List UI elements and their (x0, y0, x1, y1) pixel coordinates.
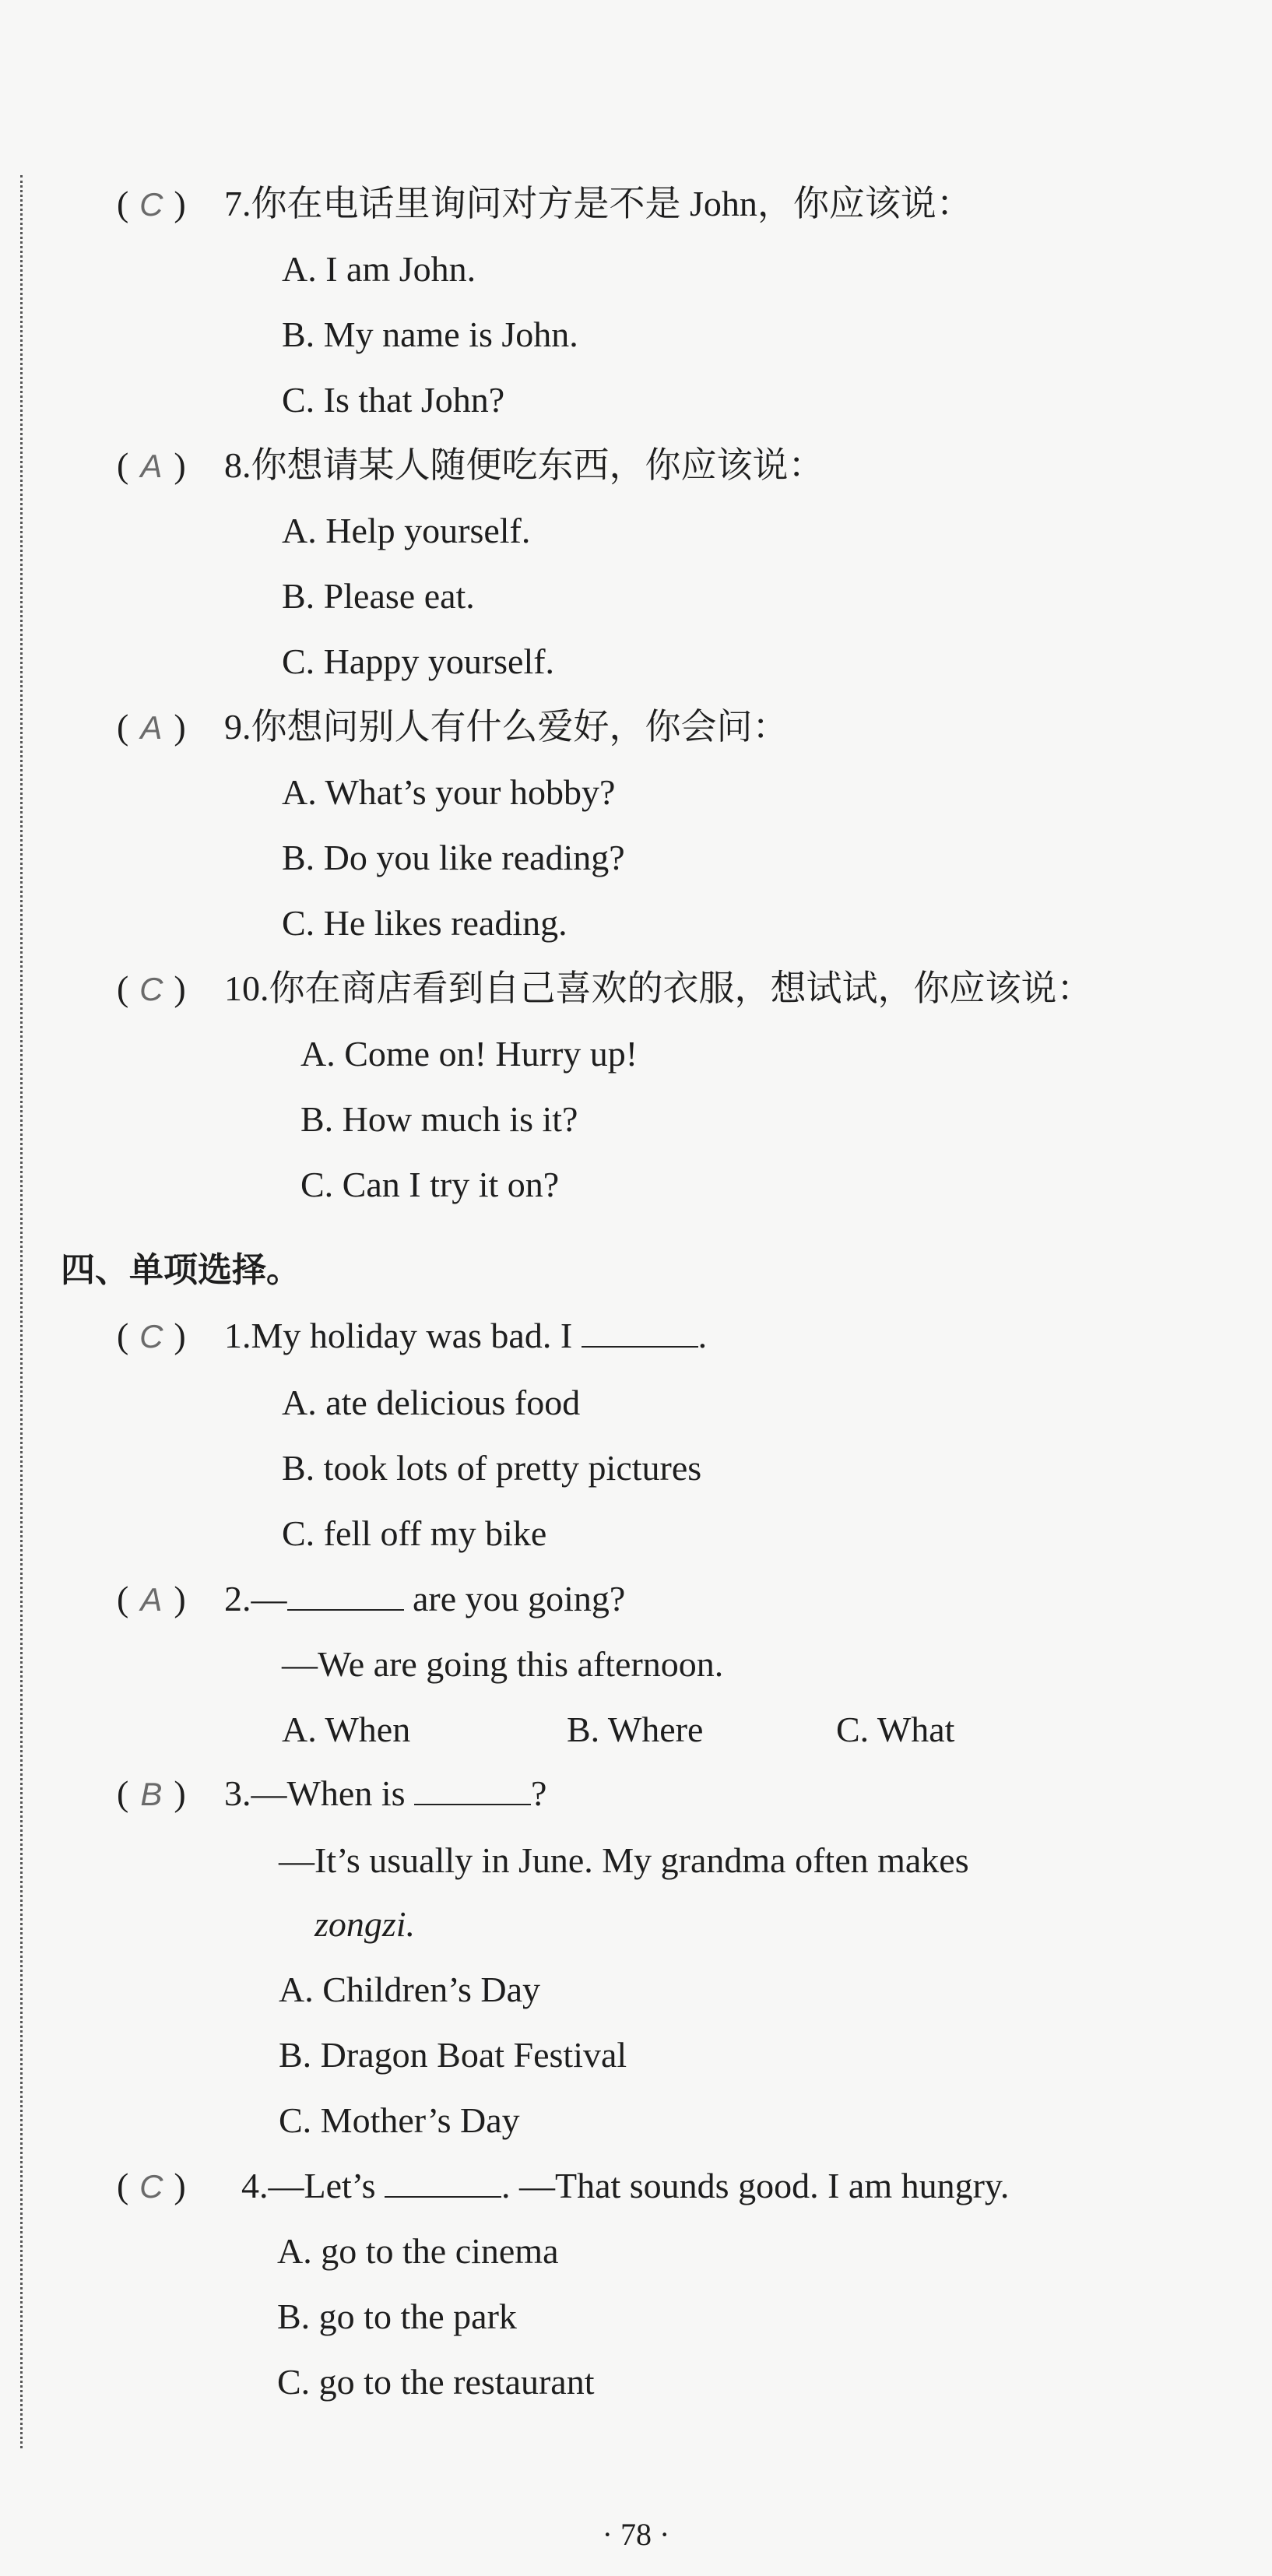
question-number: 3. (224, 1773, 251, 1813)
option-b: B. Dragon Boat Festival (279, 2035, 627, 2075)
option-a: A. go to the cinema (277, 2231, 559, 2271)
option-c: C. What (836, 1710, 955, 1749)
answer-blank (582, 1316, 698, 1348)
binding-margin-line (20, 175, 23, 2448)
prompt-before-blank: —Let’s (268, 2166, 376, 2205)
question-8: ( A ) 8.你想请某人随便吃东西，你应该说： (117, 441, 824, 490)
answer-blank (414, 1774, 531, 1805)
option-c: C. Mother’s Day (279, 2100, 520, 2140)
option-c: C. Is that John? (282, 380, 505, 420)
prompt-after-blank: . —That sounds good. I am hungry. (501, 2166, 1010, 2205)
answer-mark: C (139, 186, 163, 223)
answer-mark: A (140, 448, 163, 484)
question-9: ( A ) 9.你想问别人有什么爱好，你会问： (117, 702, 789, 752)
question-prompt: 你想请某人随便吃东西，你应该说： (251, 445, 824, 485)
prompt-after-blank: are you going? (413, 1579, 626, 1618)
option-b: B. Please eat. (282, 576, 475, 616)
option-a: A. ate delicious food (282, 1383, 581, 1422)
option-a: A. Help yourself. (282, 511, 531, 550)
page-number: · 78 · (602, 2517, 670, 2552)
question-3: ( B ) 3.—When is ? (117, 1769, 546, 1819)
reply-continuation: zongzi. (314, 1904, 416, 1944)
question-10: ( C ) 10.你在商店看到自己喜欢的衣服，想试试，你应该说： (117, 964, 1093, 1014)
question-number: 7. (224, 184, 251, 223)
option-b: B. How much is it? (300, 1099, 578, 1139)
prompt-before-blank: — (251, 1579, 287, 1618)
option-c: C. He likes reading. (282, 903, 567, 943)
section-title: 四、单项选择。 (61, 1250, 300, 1290)
option-b: B. took lots of pretty pictures (282, 1448, 702, 1488)
option-a: A. Children’s Day (279, 1970, 541, 2009)
reply-line: —It’s usually in June. My grandma often makes (279, 1840, 969, 1880)
question-number: 10. (224, 968, 269, 1008)
option-c: C. go to the restaurant (277, 2362, 595, 2402)
option-c: C. Can I try it on? (300, 1165, 560, 1204)
question-prompt: 你在电话里询问对方是不是 John，你应该说： (251, 184, 972, 223)
reply-line: —We are going this afternoon. (282, 1644, 724, 1684)
question-number: 9. (224, 707, 251, 747)
question-number: 8. (224, 445, 251, 485)
option-a: A. I am John. (282, 249, 476, 289)
question-2: ( A ) 2.— are you going? (117, 1574, 625, 1624)
option-b: B. go to the park (277, 2297, 517, 2336)
question-1: ( C ) 1.My holiday was bad. I . (117, 1311, 707, 1361)
prompt-after-blank: ? (531, 1773, 547, 1813)
question-number: 1. (224, 1316, 251, 1355)
answer-mark: C (139, 971, 163, 1007)
question-number: 2. (224, 1579, 251, 1618)
option-b: B. Where (567, 1710, 704, 1749)
option-b: B. My name is John. (282, 315, 578, 354)
answer-mark: C (139, 2168, 163, 2205)
question-prompt: 你在商店看到自己喜欢的衣服，想试试，你应该说： (269, 968, 1093, 1008)
question-7: ( C ) 7.你在电话里询问对方是不是 John，你应该说： (117, 179, 972, 229)
option-a: A. What’s your hobby? (282, 772, 616, 812)
question-number: 4. (241, 2166, 269, 2205)
question-4: ( C ) 4.—Let’s . —That sounds good. I am hungry. (117, 2161, 1009, 2211)
prompt-after-blank: . (697, 1316, 708, 1355)
answer-blank (287, 1580, 404, 1611)
question-prompt: 你想问别人有什么爱好，你会问： (251, 707, 789, 747)
option-a: A. Come on! Hurry up! (300, 1034, 638, 1074)
answer-mark: B (140, 1776, 163, 1812)
option-c: C. fell off my bike (282, 1513, 547, 1553)
answer-mark: A (140, 1581, 163, 1618)
answer-mark: A (140, 709, 163, 746)
option-b: B. Do you like reading? (282, 838, 625, 877)
prompt-before-blank: —When is (251, 1773, 406, 1813)
answer-mark: C (139, 1318, 163, 1355)
option-c: C. Happy yourself. (282, 641, 555, 681)
answer-blank (385, 2167, 501, 2198)
option-a: A. When (282, 1710, 411, 1749)
prompt-before-blank: My holiday was bad. I (251, 1316, 573, 1355)
